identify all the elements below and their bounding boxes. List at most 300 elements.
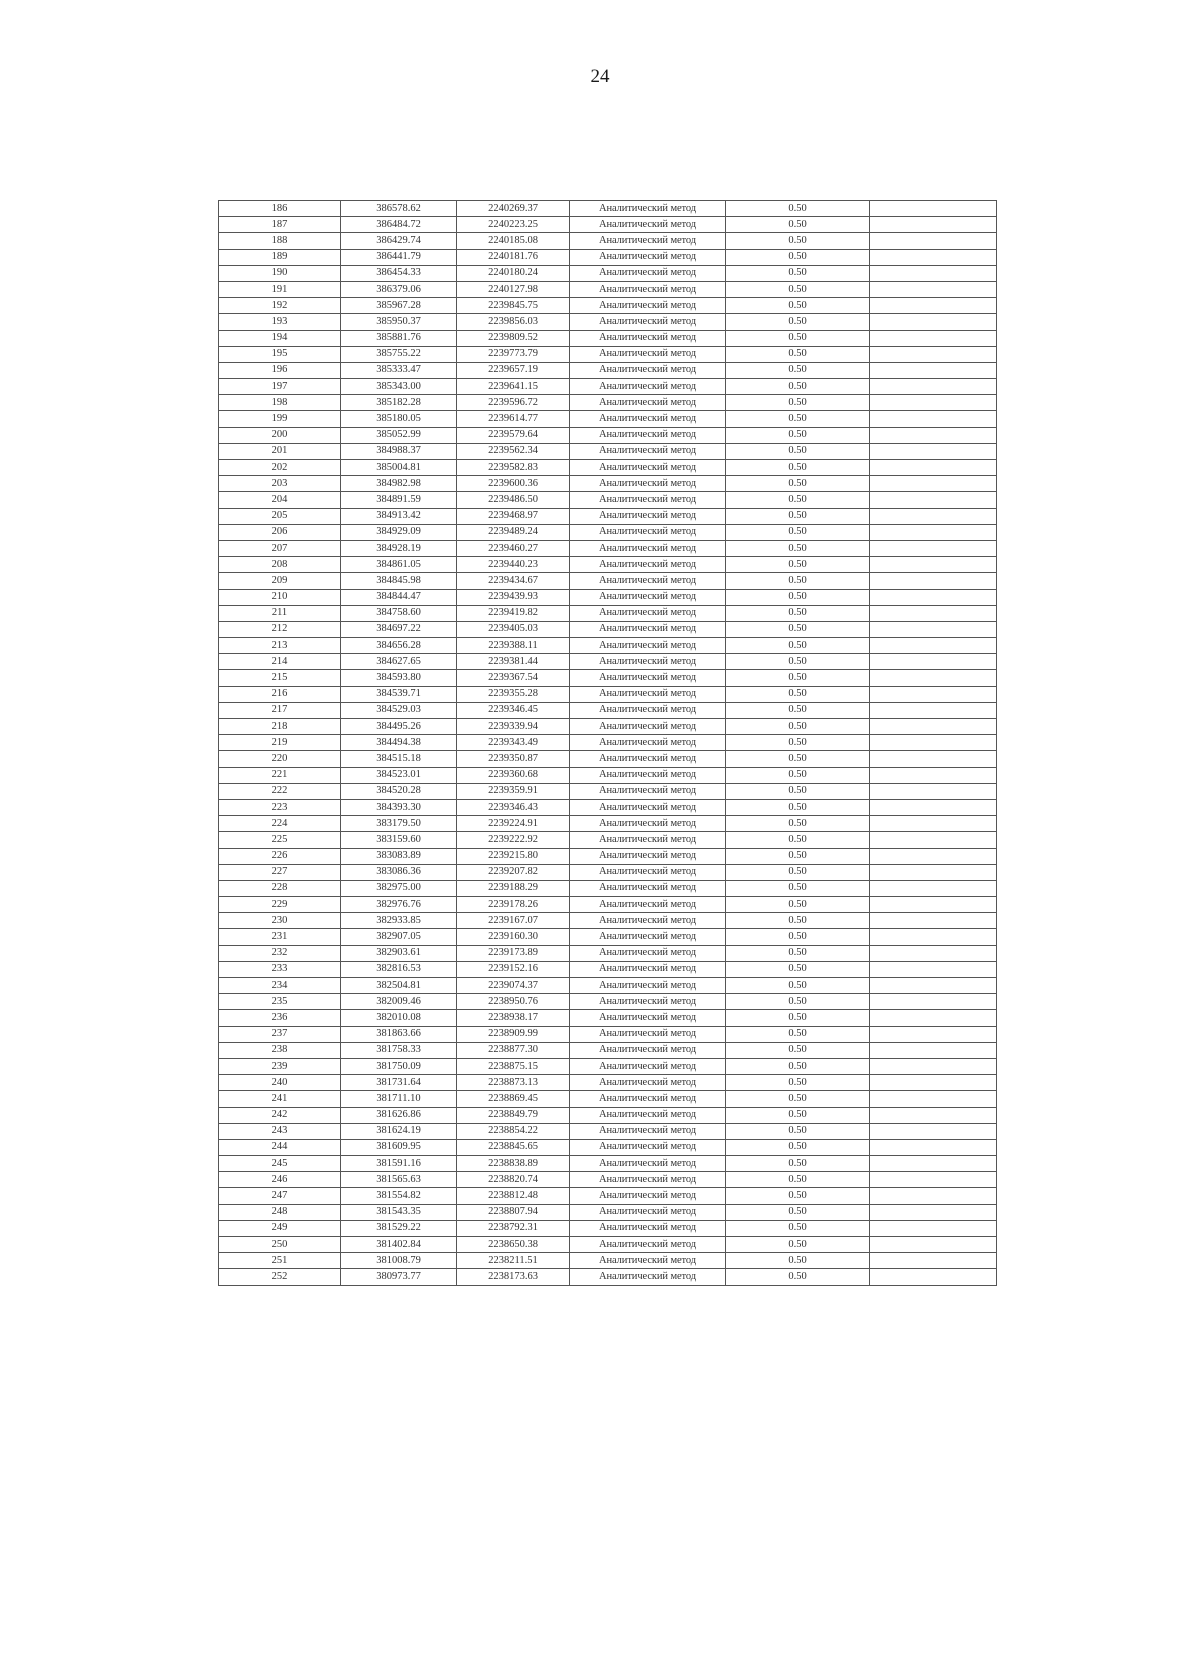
accuracy-cell: 0.50 (726, 735, 870, 751)
point-number-cell: 241 (219, 1091, 341, 1107)
note-cell (870, 621, 997, 637)
point-number-cell: 202 (219, 460, 341, 476)
accuracy-cell: 0.50 (726, 880, 870, 896)
table-row (219, 735, 997, 751)
note-cell (870, 864, 997, 880)
method-cell: Аналитический метод (570, 1269, 726, 1285)
method-cell: Аналитический метод (570, 686, 726, 702)
y-coordinate-cell: 2238807.94 (457, 1204, 570, 1220)
method-cell: Аналитический метод (570, 638, 726, 654)
method-cell: Аналитический метод (570, 961, 726, 977)
y-coordinate-cell: 2240185.08 (457, 233, 570, 249)
y-coordinate-cell: 2239562.34 (457, 443, 570, 459)
accuracy-cell: 0.50 (726, 1253, 870, 1269)
point-number-cell: 194 (219, 330, 341, 346)
y-coordinate-cell: 2239359.91 (457, 783, 570, 799)
note-cell (870, 1188, 997, 1204)
table-row (219, 395, 997, 411)
y-coordinate-cell: 2239405.03 (457, 621, 570, 637)
method-cell: Аналитический метод (570, 524, 726, 540)
y-coordinate-cell: 2238873.13 (457, 1075, 570, 1091)
method-cell: Аналитический метод (570, 945, 726, 961)
x-coordinate-cell: 384861.05 (341, 557, 457, 573)
point-number-cell: 211 (219, 605, 341, 621)
x-coordinate-cell: 383083.89 (341, 848, 457, 864)
accuracy-cell: 0.50 (726, 832, 870, 848)
table-row (219, 1139, 997, 1155)
point-number-cell: 198 (219, 395, 341, 411)
point-number-cell: 217 (219, 702, 341, 718)
accuracy-cell: 0.50 (726, 1010, 870, 1026)
x-coordinate-cell: 384515.18 (341, 751, 457, 767)
note-cell (870, 783, 997, 799)
accuracy-cell: 0.50 (726, 492, 870, 508)
table-row (219, 1123, 997, 1139)
y-coordinate-cell: 2239641.15 (457, 379, 570, 395)
point-number-cell: 235 (219, 994, 341, 1010)
point-number-cell: 229 (219, 897, 341, 913)
point-number-cell: 215 (219, 670, 341, 686)
table-row (219, 379, 997, 395)
y-coordinate-cell: 2238173.63 (457, 1269, 570, 1285)
x-coordinate-cell: 382975.00 (341, 880, 457, 896)
accuracy-cell: 0.50 (726, 1107, 870, 1123)
note-cell (870, 799, 997, 815)
table-row (219, 346, 997, 362)
point-number-cell: 220 (219, 751, 341, 767)
accuracy-cell: 0.50 (726, 201, 870, 217)
note-cell (870, 929, 997, 945)
table-row (219, 233, 997, 249)
point-number-cell: 230 (219, 913, 341, 929)
accuracy-cell: 0.50 (726, 443, 870, 459)
method-cell: Аналитический метод (570, 767, 726, 783)
accuracy-cell: 0.50 (726, 670, 870, 686)
point-number-cell: 239 (219, 1058, 341, 1074)
method-cell: Аналитический метод (570, 654, 726, 670)
method-cell: Аналитический метод (570, 379, 726, 395)
x-coordinate-cell: 385967.28 (341, 298, 457, 314)
table-row (219, 314, 997, 330)
y-coordinate-cell: 2239434.67 (457, 573, 570, 589)
table-row (219, 1237, 997, 1253)
table-row (219, 621, 997, 637)
method-cell: Аналитический метод (570, 508, 726, 524)
note-cell (870, 1107, 997, 1123)
point-number-cell: 226 (219, 848, 341, 864)
accuracy-cell: 0.50 (726, 1204, 870, 1220)
x-coordinate-cell: 383159.60 (341, 832, 457, 848)
table-row (219, 1156, 997, 1172)
table-row (219, 411, 997, 427)
point-number-cell: 221 (219, 767, 341, 783)
accuracy-cell: 0.50 (726, 362, 870, 378)
accuracy-cell: 0.50 (726, 298, 870, 314)
point-number-cell: 219 (219, 735, 341, 751)
table-row (219, 265, 997, 281)
y-coordinate-cell: 2239486.50 (457, 492, 570, 508)
point-number-cell: 224 (219, 816, 341, 832)
y-coordinate-cell: 2239173.89 (457, 945, 570, 961)
point-number-cell: 251 (219, 1253, 341, 1269)
accuracy-cell: 0.50 (726, 767, 870, 783)
method-cell: Аналитический метод (570, 832, 726, 848)
point-number-cell: 187 (219, 217, 341, 233)
note-cell (870, 1026, 997, 1042)
y-coordinate-cell: 2240181.76 (457, 249, 570, 265)
table-row (219, 1172, 997, 1188)
y-coordinate-cell: 2239074.37 (457, 978, 570, 994)
table-row (219, 719, 997, 735)
table-row (219, 783, 997, 799)
y-coordinate-cell: 2238792.31 (457, 1220, 570, 1236)
accuracy-cell: 0.50 (726, 1123, 870, 1139)
point-number-cell: 244 (219, 1139, 341, 1155)
accuracy-cell: 0.50 (726, 719, 870, 735)
note-cell (870, 686, 997, 702)
table-row (219, 427, 997, 443)
table-row (219, 443, 997, 459)
method-cell: Аналитический метод (570, 1058, 726, 1074)
accuracy-cell: 0.50 (726, 945, 870, 961)
x-coordinate-cell: 385950.37 (341, 314, 457, 330)
note-cell (870, 557, 997, 573)
y-coordinate-cell: 2239579.64 (457, 427, 570, 443)
method-cell: Аналитический метод (570, 330, 726, 346)
accuracy-cell: 0.50 (726, 621, 870, 637)
point-number-cell: 237 (219, 1026, 341, 1042)
point-number-cell: 252 (219, 1269, 341, 1285)
accuracy-cell: 0.50 (726, 783, 870, 799)
y-coordinate-cell: 2240180.24 (457, 265, 570, 281)
method-cell: Аналитический метод (570, 848, 726, 864)
note-cell (870, 897, 997, 913)
table-row (219, 945, 997, 961)
x-coordinate-cell: 381565.63 (341, 1172, 457, 1188)
method-cell: Аналитический метод (570, 443, 726, 459)
accuracy-cell: 0.50 (726, 1237, 870, 1253)
note-cell (870, 1172, 997, 1188)
x-coordinate-cell: 381750.09 (341, 1058, 457, 1074)
method-cell: Аналитический метод (570, 314, 726, 330)
y-coordinate-cell: 2239614.77 (457, 411, 570, 427)
y-coordinate-cell: 2240269.37 (457, 201, 570, 217)
y-coordinate-cell: 2238211.51 (457, 1253, 570, 1269)
accuracy-cell: 0.50 (726, 589, 870, 605)
x-coordinate-cell: 382976.76 (341, 897, 457, 913)
x-coordinate-cell: 381543.35 (341, 1204, 457, 1220)
method-cell: Аналитический метод (570, 978, 726, 994)
note-cell (870, 379, 997, 395)
accuracy-cell: 0.50 (726, 913, 870, 929)
note-cell (870, 1091, 997, 1107)
y-coordinate-cell: 2238869.45 (457, 1091, 570, 1107)
point-number-cell: 212 (219, 621, 341, 637)
x-coordinate-cell: 384539.71 (341, 686, 457, 702)
note-cell (870, 1058, 997, 1074)
y-coordinate-cell: 2239809.52 (457, 330, 570, 346)
y-coordinate-cell: 2239845.75 (457, 298, 570, 314)
point-number-cell: 201 (219, 443, 341, 459)
x-coordinate-cell: 381626.86 (341, 1107, 457, 1123)
note-cell (870, 362, 997, 378)
table-row (219, 1075, 997, 1091)
point-number-cell: 227 (219, 864, 341, 880)
point-number-cell: 186 (219, 201, 341, 217)
method-cell: Аналитический метод (570, 217, 726, 233)
y-coordinate-cell: 2240223.25 (457, 217, 570, 233)
y-coordinate-cell: 2238812.48 (457, 1188, 570, 1204)
table-row (219, 654, 997, 670)
y-coordinate-cell: 2239388.11 (457, 638, 570, 654)
note-cell (870, 298, 997, 314)
y-coordinate-cell: 2239207.82 (457, 864, 570, 880)
note-cell (870, 395, 997, 411)
method-cell: Аналитический метод (570, 670, 726, 686)
accuracy-cell: 0.50 (726, 476, 870, 492)
note-cell (870, 1042, 997, 1058)
y-coordinate-cell: 2239222.92 (457, 832, 570, 848)
accuracy-cell: 0.50 (726, 638, 870, 654)
table-row (219, 298, 997, 314)
method-cell: Аналитический метод (570, 1188, 726, 1204)
method-cell: Аналитический метод (570, 751, 726, 767)
table-row (219, 1091, 997, 1107)
note-cell (870, 848, 997, 864)
x-coordinate-cell: 384593.80 (341, 670, 457, 686)
accuracy-cell: 0.50 (726, 864, 870, 880)
table-row (219, 751, 997, 767)
y-coordinate-cell: 2239350.87 (457, 751, 570, 767)
x-coordinate-cell: 381402.84 (341, 1237, 457, 1253)
note-cell (870, 670, 997, 686)
method-cell: Аналитический метод (570, 1156, 726, 1172)
point-number-cell: 205 (219, 508, 341, 524)
y-coordinate-cell: 2239468.97 (457, 508, 570, 524)
method-cell: Аналитический метод (570, 411, 726, 427)
method-cell: Аналитический метод (570, 1253, 726, 1269)
y-coordinate-cell: 2239489.24 (457, 524, 570, 540)
y-coordinate-cell: 2240127.98 (457, 281, 570, 297)
accuracy-cell: 0.50 (726, 524, 870, 540)
x-coordinate-cell: 381008.79 (341, 1253, 457, 1269)
method-cell: Аналитический метод (570, 281, 726, 297)
x-coordinate-cell: 380973.77 (341, 1269, 457, 1285)
x-coordinate-cell: 384529.03 (341, 702, 457, 718)
point-number-cell: 240 (219, 1075, 341, 1091)
y-coordinate-cell: 2238950.76 (457, 994, 570, 1010)
x-coordinate-cell: 381758.33 (341, 1042, 457, 1058)
point-number-cell: 236 (219, 1010, 341, 1026)
accuracy-cell: 0.50 (726, 799, 870, 815)
x-coordinate-cell: 385881.76 (341, 330, 457, 346)
point-number-cell: 231 (219, 929, 341, 945)
x-coordinate-cell: 385004.81 (341, 460, 457, 476)
point-number-cell: 208 (219, 557, 341, 573)
method-cell: Аналитический метод (570, 719, 726, 735)
note-cell (870, 540, 997, 556)
accuracy-cell: 0.50 (726, 330, 870, 346)
note-cell (870, 508, 997, 524)
x-coordinate-cell: 384929.09 (341, 524, 457, 540)
table-row (219, 492, 997, 508)
table-row (219, 557, 997, 573)
accuracy-cell: 0.50 (726, 233, 870, 249)
accuracy-cell: 0.50 (726, 1188, 870, 1204)
method-cell: Аналитический метод (570, 816, 726, 832)
y-coordinate-cell: 2238849.79 (457, 1107, 570, 1123)
table-row (219, 217, 997, 233)
coordinates-table (218, 200, 997, 1286)
table-row (219, 1107, 997, 1123)
note-cell (870, 767, 997, 783)
table-row (219, 605, 997, 621)
table-row (219, 767, 997, 783)
method-cell: Аналитический метод (570, 1204, 726, 1220)
method-cell: Аналитический метод (570, 929, 726, 945)
x-coordinate-cell: 382907.05 (341, 929, 457, 945)
y-coordinate-cell: 2239381.44 (457, 654, 570, 670)
point-number-cell: 242 (219, 1107, 341, 1123)
method-cell: Аналитический метод (570, 249, 726, 265)
y-coordinate-cell: 2238875.15 (457, 1058, 570, 1074)
accuracy-cell: 0.50 (726, 1139, 870, 1155)
note-cell (870, 1220, 997, 1236)
method-cell: Аналитический метод (570, 897, 726, 913)
x-coordinate-cell: 381711.10 (341, 1091, 457, 1107)
x-coordinate-cell: 384494.38 (341, 735, 457, 751)
method-cell: Аналитический метод (570, 233, 726, 249)
y-coordinate-cell: 2239215.80 (457, 848, 570, 864)
point-number-cell: 243 (219, 1123, 341, 1139)
method-cell: Аналитический метод (570, 1172, 726, 1188)
note-cell (870, 978, 997, 994)
note-cell (870, 443, 997, 459)
table-row (219, 1026, 997, 1042)
y-coordinate-cell: 2239355.28 (457, 686, 570, 702)
point-number-cell: 197 (219, 379, 341, 395)
method-cell: Аналитический метод (570, 427, 726, 443)
note-cell (870, 573, 997, 589)
x-coordinate-cell: 381529.22 (341, 1220, 457, 1236)
note-cell (870, 1156, 997, 1172)
note-cell (870, 638, 997, 654)
accuracy-cell: 0.50 (726, 654, 870, 670)
point-number-cell: 195 (219, 346, 341, 362)
y-coordinate-cell: 2239439.93 (457, 589, 570, 605)
y-coordinate-cell: 2239600.36 (457, 476, 570, 492)
accuracy-cell: 0.50 (726, 1075, 870, 1091)
accuracy-cell: 0.50 (726, 540, 870, 556)
y-coordinate-cell: 2239152.16 (457, 961, 570, 977)
y-coordinate-cell: 2239346.43 (457, 799, 570, 815)
accuracy-cell: 0.50 (726, 1026, 870, 1042)
y-coordinate-cell: 2239419.82 (457, 605, 570, 621)
point-number-cell: 233 (219, 961, 341, 977)
table-row (219, 589, 997, 605)
accuracy-cell: 0.50 (726, 702, 870, 718)
note-cell (870, 605, 997, 621)
x-coordinate-cell: 385333.47 (341, 362, 457, 378)
x-coordinate-cell: 382504.81 (341, 978, 457, 994)
method-cell: Аналитический метод (570, 460, 726, 476)
y-coordinate-cell: 2239657.19 (457, 362, 570, 378)
method-cell: Аналитический метод (570, 298, 726, 314)
accuracy-cell: 0.50 (726, 1269, 870, 1285)
x-coordinate-cell: 384844.47 (341, 589, 457, 605)
method-cell: Аналитический метод (570, 735, 726, 751)
note-cell (870, 751, 997, 767)
method-cell: Аналитический метод (570, 1123, 726, 1139)
accuracy-cell: 0.50 (726, 897, 870, 913)
accuracy-cell: 0.50 (726, 573, 870, 589)
accuracy-cell: 0.50 (726, 751, 870, 767)
x-coordinate-cell: 385182.28 (341, 395, 457, 411)
x-coordinate-cell: 386454.33 (341, 265, 457, 281)
point-number-cell: 191 (219, 281, 341, 297)
table-row (219, 1253, 997, 1269)
method-cell: Аналитический метод (570, 994, 726, 1010)
note-cell (870, 702, 997, 718)
y-coordinate-cell: 2239773.79 (457, 346, 570, 362)
y-coordinate-cell: 2239360.68 (457, 767, 570, 783)
y-coordinate-cell: 2238938.17 (457, 1010, 570, 1026)
note-cell (870, 281, 997, 297)
x-coordinate-cell: 384891.59 (341, 492, 457, 508)
method-cell: Аналитический метод (570, 880, 726, 896)
accuracy-cell: 0.50 (726, 281, 870, 297)
point-number-cell: 250 (219, 1237, 341, 1253)
note-cell (870, 945, 997, 961)
x-coordinate-cell: 382816.53 (341, 961, 457, 977)
note-cell (870, 816, 997, 832)
point-number-cell: 223 (219, 799, 341, 815)
method-cell: Аналитический метод (570, 1010, 726, 1026)
table-row (219, 864, 997, 880)
note-cell (870, 476, 997, 492)
point-number-cell: 200 (219, 427, 341, 443)
point-number-cell: 238 (219, 1042, 341, 1058)
point-number-cell: 232 (219, 945, 341, 961)
method-cell: Аналитический метод (570, 540, 726, 556)
x-coordinate-cell: 384988.37 (341, 443, 457, 459)
table-row (219, 281, 997, 297)
accuracy-cell: 0.50 (726, 994, 870, 1010)
accuracy-cell: 0.50 (726, 508, 870, 524)
note-cell (870, 265, 997, 281)
y-coordinate-cell: 2238845.65 (457, 1139, 570, 1155)
y-coordinate-cell: 2239160.30 (457, 929, 570, 945)
point-number-cell: 203 (219, 476, 341, 492)
note-cell (870, 346, 997, 362)
x-coordinate-cell: 384656.28 (341, 638, 457, 654)
x-coordinate-cell: 382933.85 (341, 913, 457, 929)
table-row (219, 524, 997, 540)
point-number-cell: 193 (219, 314, 341, 330)
y-coordinate-cell: 2239224.91 (457, 816, 570, 832)
note-cell (870, 589, 997, 605)
point-number-cell: 206 (219, 524, 341, 540)
note-cell (870, 719, 997, 735)
note-cell (870, 654, 997, 670)
point-number-cell: 190 (219, 265, 341, 281)
accuracy-cell: 0.50 (726, 395, 870, 411)
table-row (219, 362, 997, 378)
coordinates-table-body (219, 201, 997, 1286)
y-coordinate-cell: 2239856.03 (457, 314, 570, 330)
note-cell (870, 1204, 997, 1220)
point-number-cell: 249 (219, 1220, 341, 1236)
